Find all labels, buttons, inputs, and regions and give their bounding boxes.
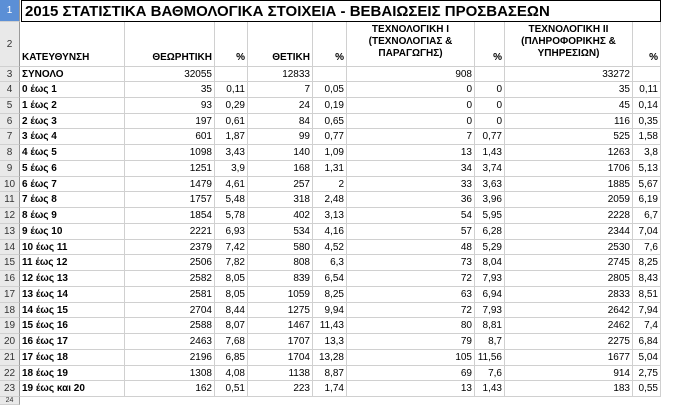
row-header[interactable]: 6 xyxy=(0,114,20,130)
table-row xyxy=(0,318,700,334)
category-cell[interactable]: 8 έως 9 xyxy=(20,208,125,224)
table-row xyxy=(0,208,700,224)
tech-1-cell[interactable]: 79 xyxy=(347,334,475,350)
tech-1-cell[interactable]: 72 xyxy=(347,303,475,319)
tech-1-cell[interactable]: 57 xyxy=(347,224,475,240)
header-pct-3[interactable] xyxy=(475,22,505,67)
header-pct-4-label: % xyxy=(649,52,658,63)
pct-2-cell[interactable]: 6,3 xyxy=(313,255,347,271)
pct-4-cell[interactable]: 5,13 xyxy=(633,161,661,177)
pct-3-cell[interactable]: 7,6 xyxy=(475,366,505,382)
pct-2-cell[interactable]: 0,19 xyxy=(313,98,347,114)
pct-1-cell[interactable]: 8,05 xyxy=(215,271,248,287)
positive-cell[interactable]: 318 xyxy=(248,192,313,208)
theoretical-cell[interactable]: 1308 xyxy=(125,366,215,382)
tech-1-cell[interactable]: 105 xyxy=(347,350,475,366)
category-cell[interactable]: 0 έως 1 xyxy=(20,82,125,98)
positive-cell[interactable]: 1707 xyxy=(248,334,313,350)
theoretical-cell[interactable]: 2221 xyxy=(125,224,215,240)
tech-1-cell[interactable]: 54 xyxy=(347,208,475,224)
positive-cell[interactable]: 257 xyxy=(248,177,313,193)
pct-1-cell[interactable]: 7,68 xyxy=(215,334,248,350)
row-24 xyxy=(0,397,700,405)
sheet-title[interactable]: 2015 ΣΤΑΤΙΣΤΙΚΑ ΒΑΘΜΟΛΟΓΙΚΑ ΣΤΟΙΧΕΙΑ - ΒΕΒΑΙΩΣΕΙΣ ΠΡΟΣΒΑΣΕΩΝ xyxy=(21,0,661,22)
header-category-label: ΚΑΤΕΥΘΥΝΣΗ xyxy=(22,52,90,63)
pct-1-cell[interactable]: 5,48 xyxy=(215,192,248,208)
pct-3-cell[interactable]: 3,74 xyxy=(475,161,505,177)
positive-cell[interactable]: 808 xyxy=(248,255,313,271)
tech-2-cell[interactable]: 1263 xyxy=(505,145,633,161)
pct-4-cell[interactable]: 5,67 xyxy=(633,177,661,193)
total-theoretical[interactable]: 32055 xyxy=(125,67,215,82)
pct-2-cell[interactable]: 1,31 xyxy=(313,161,347,177)
pct-4-cell[interactable]: 6,7 xyxy=(633,208,661,224)
pct-2-cell[interactable]: 13,28 xyxy=(313,350,347,366)
table-row xyxy=(0,177,700,193)
tech-1-cell[interactable]: 7 xyxy=(347,129,475,145)
positive-cell[interactable]: 1467 xyxy=(248,318,313,334)
table-row xyxy=(0,192,700,208)
category-cell[interactable]: 3 έως 4 xyxy=(20,129,125,145)
pct-4-cell[interactable]: 8,25 xyxy=(633,255,661,271)
row-2 xyxy=(0,22,700,67)
pct-2-cell[interactable]: 2 xyxy=(313,177,347,193)
tech-2-cell[interactable]: 116 xyxy=(505,114,633,130)
header-pct-3-label: % xyxy=(493,52,502,63)
row-header[interactable]: 18 xyxy=(0,303,20,319)
pct-3-cell[interactable]: 3,63 xyxy=(475,177,505,193)
pct-4-cell[interactable]: 7,94 xyxy=(633,303,661,319)
positive-cell[interactable]: 99 xyxy=(248,129,313,145)
category-cell[interactable]: 5 έως 6 xyxy=(20,161,125,177)
pct-2-cell[interactable]: 4,16 xyxy=(313,224,347,240)
row-header[interactable]: 14 xyxy=(0,240,20,256)
total-pct-4[interactable] xyxy=(633,67,661,82)
pct-1-cell[interactable]: 6,93 xyxy=(215,224,248,240)
theoretical-cell[interactable]: 2582 xyxy=(125,271,215,287)
pct-3-cell[interactable]: 0 xyxy=(475,82,505,98)
pct-3-cell[interactable]: 1,43 xyxy=(475,381,505,397)
table-row xyxy=(0,240,700,256)
tech-2-cell[interactable]: 1706 xyxy=(505,161,633,177)
pct-4-cell[interactable]: 0,11 xyxy=(633,82,661,98)
category-cell[interactable]: 18 έως 19 xyxy=(20,366,125,382)
positive-cell[interactable]: 223 xyxy=(248,381,313,397)
pct-3-cell[interactable]: 0,77 xyxy=(475,129,505,145)
pct-2-cell[interactable]: 0,65 xyxy=(313,114,347,130)
pct-4-cell[interactable]: 0,35 xyxy=(633,114,661,130)
table-row xyxy=(0,366,700,382)
pct-3-cell[interactable]: 1,43 xyxy=(475,145,505,161)
tech-2-cell[interactable]: 525 xyxy=(505,129,633,145)
pct-1-cell[interactable]: 8,44 xyxy=(215,303,248,319)
row-header-24[interactable]: 24 xyxy=(0,397,20,405)
theoretical-cell[interactable]: 2704 xyxy=(125,303,215,319)
header-tech-1[interactable]: ΤΕΧΝΟΛΟΓΙΚΗ Ι (ΤΕΧΝΟΛΟΓΙΑΣ & ΠΑΡΑΓΩΓΗΣ) xyxy=(347,22,475,67)
header-positive-label: ΘΕΤΙΚΗ xyxy=(272,52,310,63)
tech-1-cell[interactable]: 0 xyxy=(347,82,475,98)
positive-cell[interactable]: 580 xyxy=(248,240,313,256)
total-pct-2[interactable] xyxy=(313,67,347,82)
tech-2-cell[interactable]: 1885 xyxy=(505,177,633,193)
pct-1-cell[interactable]: 0,51 xyxy=(215,381,248,397)
pct-4-cell[interactable]: 1,58 xyxy=(633,129,661,145)
tech-2-cell[interactable]: 2805 xyxy=(505,271,633,287)
pct-3-cell[interactable]: 6,28 xyxy=(475,224,505,240)
pct-3-cell[interactable]: 5,95 xyxy=(475,208,505,224)
row-1 xyxy=(0,0,700,22)
pct-2-cell[interactable]: 9,94 xyxy=(313,303,347,319)
table-row xyxy=(0,161,700,177)
theoretical-cell[interactable]: 1854 xyxy=(125,208,215,224)
pct-1-cell[interactable]: 6,85 xyxy=(215,350,248,366)
tech-1-cell[interactable]: 36 xyxy=(347,192,475,208)
header-pct-4[interactable] xyxy=(633,22,661,67)
row-header[interactable]: 9 xyxy=(0,161,20,177)
pct-4-cell[interactable]: 5,04 xyxy=(633,350,661,366)
total-positive[interactable]: 12833 xyxy=(248,67,313,82)
category-cell[interactable]: 12 έως 13 xyxy=(20,271,125,287)
row-header[interactable]: 21 xyxy=(0,350,20,366)
positive-cell[interactable]: 1704 xyxy=(248,350,313,366)
theoretical-cell[interactable]: 93 xyxy=(125,98,215,114)
pct-2-cell[interactable]: 4,52 xyxy=(313,240,347,256)
category-cell[interactable]: 6 έως 7 xyxy=(20,177,125,193)
pct-4-cell[interactable]: 6,19 xyxy=(633,192,661,208)
category-cell[interactable]: 16 έως 17 xyxy=(20,334,125,350)
category-cell[interactable]: 14 έως 15 xyxy=(20,303,125,319)
tech-2-cell[interactable]: 2228 xyxy=(505,208,633,224)
tech-2-cell[interactable]: 2833 xyxy=(505,287,633,303)
table-row xyxy=(0,224,700,240)
category-cell[interactable]: 19 έως και 20 xyxy=(20,381,125,397)
header-pct-2[interactable] xyxy=(313,22,347,67)
pct-1-cell[interactable]: 3,43 xyxy=(215,145,248,161)
theoretical-cell[interactable]: 2379 xyxy=(125,240,215,256)
table-row xyxy=(0,129,700,145)
theoretical-cell[interactable]: 2196 xyxy=(125,350,215,366)
pct-3-cell[interactable]: 7,93 xyxy=(475,271,505,287)
positive-cell[interactable]: 1275 xyxy=(248,303,313,319)
theoretical-cell[interactable]: 162 xyxy=(125,381,215,397)
pct-2-cell[interactable]: 2,48 xyxy=(313,192,347,208)
total-tech-1[interactable]: 908 xyxy=(347,67,475,82)
pct-2-cell[interactable]: 0,05 xyxy=(313,82,347,98)
header-positive[interactable] xyxy=(248,22,313,67)
category-cell[interactable]: 2 έως 3 xyxy=(20,114,125,130)
tech-1-cell[interactable]: 13 xyxy=(347,145,475,161)
pct-3-cell[interactable]: 8,81 xyxy=(475,318,505,334)
positive-cell[interactable]: 140 xyxy=(248,145,313,161)
header-pct-2-label: % xyxy=(335,52,344,63)
table-row xyxy=(0,255,700,271)
row-header-2[interactable]: 2 xyxy=(0,22,20,67)
positive-cell[interactable]: 24 xyxy=(248,98,313,114)
pct-3-cell[interactable]: 0 xyxy=(475,98,505,114)
category-cell[interactable]: 1 έως 2 xyxy=(20,98,125,114)
pct-3-cell[interactable]: 8,04 xyxy=(475,255,505,271)
positive-cell[interactable]: 839 xyxy=(248,271,313,287)
category-cell[interactable]: 4 έως 5 xyxy=(20,145,125,161)
positive-cell[interactable]: 402 xyxy=(248,208,313,224)
header-theoretical-label: ΘΕΩΡΗΤΙΚΗ xyxy=(152,52,212,63)
table-row xyxy=(0,350,700,366)
row-header-1[interactable]: 1 xyxy=(0,0,20,22)
pct-3-cell[interactable]: 3,96 xyxy=(475,192,505,208)
pct-1-cell[interactable]: 7,82 xyxy=(215,255,248,271)
pct-2-cell[interactable]: 6,54 xyxy=(313,271,347,287)
category-cell[interactable]: 13 έως 14 xyxy=(20,287,125,303)
tech-2-cell[interactable]: 35 xyxy=(505,82,633,98)
tech-2-cell[interactable]: 45 xyxy=(505,98,633,114)
pct-4-cell[interactable]: 7,4 xyxy=(633,318,661,334)
tech-1-cell[interactable]: 0 xyxy=(347,98,475,114)
header-theoretical[interactable] xyxy=(125,22,215,67)
tech-2-cell[interactable]: 2642 xyxy=(505,303,633,319)
tech-2-cell[interactable]: 2745 xyxy=(505,255,633,271)
pct-2-cell[interactable]: 8,87 xyxy=(313,366,347,382)
pct-4-cell[interactable]: 0,55 xyxy=(633,381,661,397)
tech-1-cell[interactable]: 72 xyxy=(347,271,475,287)
total-tech-2[interactable]: 33272 xyxy=(505,67,633,82)
pct-1-cell[interactable]: 3,9 xyxy=(215,161,248,177)
pct-4-cell[interactable]: 6,84 xyxy=(633,334,661,350)
theoretical-cell[interactable]: 2588 xyxy=(125,318,215,334)
category-cell[interactable]: 11 έως 12 xyxy=(20,255,125,271)
row-header[interactable]: 8 xyxy=(0,145,20,161)
pct-1-cell[interactable]: 1,87 xyxy=(215,129,248,145)
tech-1-cell[interactable]: 48 xyxy=(347,240,475,256)
tech-1-cell[interactable]: 0 xyxy=(347,114,475,130)
pct-3-cell[interactable]: 0 xyxy=(475,114,505,130)
table-row xyxy=(0,98,700,114)
row-header[interactable]: 4 xyxy=(0,82,20,98)
table-row xyxy=(0,287,700,303)
total-label[interactable]: ΣΥΝΟΛΟ xyxy=(20,67,125,82)
positive-cell[interactable]: 1059 xyxy=(248,287,313,303)
theoretical-cell[interactable]: 2581 xyxy=(125,287,215,303)
tech-2-cell[interactable]: 914 xyxy=(505,366,633,382)
pct-4-cell[interactable]: 2,75 xyxy=(633,366,661,382)
pct-3-cell[interactable]: 11,56 xyxy=(475,350,505,366)
pct-2-cell[interactable]: 13,3 xyxy=(313,334,347,350)
pct-1-cell[interactable]: 7,42 xyxy=(215,240,248,256)
row-3 xyxy=(0,67,700,82)
pct-2-cell[interactable]: 3,13 xyxy=(313,208,347,224)
tech-1-cell[interactable]: 33 xyxy=(347,177,475,193)
row-header[interactable]: 19 xyxy=(0,318,20,334)
header-pct-1-label: % xyxy=(236,52,245,63)
total-pct-3[interactable] xyxy=(475,67,505,82)
pct-2-cell[interactable]: 11,43 xyxy=(313,318,347,334)
positive-cell[interactable]: 1138 xyxy=(248,366,313,382)
theoretical-cell[interactable]: 197 xyxy=(125,114,215,130)
theoretical-cell[interactable]: 1251 xyxy=(125,161,215,177)
total-pct-1[interactable] xyxy=(215,67,248,82)
theoretical-cell[interactable]: 1479 xyxy=(125,177,215,193)
row-header-3[interactable]: 3 xyxy=(0,67,20,82)
tech-1-cell[interactable]: 13 xyxy=(347,381,475,397)
category-cell[interactable]: 17 έως 18 xyxy=(20,350,125,366)
table-row xyxy=(0,271,700,287)
pct-1-cell[interactable]: 4,08 xyxy=(215,366,248,382)
pct-4-cell[interactable]: 8,51 xyxy=(633,287,661,303)
pct-1-cell[interactable]: 0,29 xyxy=(215,98,248,114)
row-header[interactable]: 23 xyxy=(0,381,20,397)
pct-1-cell[interactable]: 0,61 xyxy=(215,114,248,130)
tech-1-cell[interactable]: 69 xyxy=(347,366,475,382)
pct-1-cell[interactable]: 5,78 xyxy=(215,208,248,224)
table-row xyxy=(0,114,700,130)
pct-4-cell[interactable]: 8,43 xyxy=(633,271,661,287)
pct-1-cell[interactable]: 8,07 xyxy=(215,318,248,334)
row-header[interactable]: 10 xyxy=(0,177,20,193)
table-row xyxy=(0,82,700,98)
row-header[interactable]: 5 xyxy=(0,98,20,114)
row-header[interactable]: 11 xyxy=(0,192,20,208)
pct-2-cell[interactable]: 1,09 xyxy=(313,145,347,161)
theoretical-cell[interactable]: 35 xyxy=(125,82,215,98)
tech-1-cell[interactable]: 34 xyxy=(347,161,475,177)
tech-2-cell[interactable]: 183 xyxy=(505,381,633,397)
table-row xyxy=(0,303,700,319)
row-header[interactable]: 22 xyxy=(0,366,20,382)
pct-1-cell[interactable]: 4,61 xyxy=(215,177,248,193)
positive-cell[interactable]: 534 xyxy=(248,224,313,240)
header-tech-2[interactable]: ΤΕΧΝΟΛΟΓΙΚΗ ΙΙ (ΠΛΗΡΟΦΟΡΙΚΗΣ & ΥΠΗΡΕΣΙΩΝ) xyxy=(505,22,633,67)
tech-1-cell[interactable]: 73 xyxy=(347,255,475,271)
pct-4-cell[interactable]: 7,04 xyxy=(633,224,661,240)
category-cell[interactable]: 7 έως 8 xyxy=(20,192,125,208)
pct-3-cell[interactable]: 6,94 xyxy=(475,287,505,303)
pct-2-cell[interactable]: 1,74 xyxy=(313,381,347,397)
pct-2-cell[interactable]: 8,25 xyxy=(313,287,347,303)
pct-4-cell[interactable]: 7,6 xyxy=(633,240,661,256)
table-row xyxy=(0,145,700,161)
pct-4-cell[interactable]: 0,14 xyxy=(633,98,661,114)
tech-2-cell[interactable]: 2059 xyxy=(505,192,633,208)
tech-2-cell[interactable]: 2530 xyxy=(505,240,633,256)
row-header[interactable]: 20 xyxy=(0,334,20,350)
tech-2-cell[interactable]: 1677 xyxy=(505,350,633,366)
table-row xyxy=(0,334,700,350)
pct-2-cell[interactable]: 0,77 xyxy=(313,129,347,145)
table-row xyxy=(0,381,700,397)
tech-2-cell[interactable]: 2344 xyxy=(505,224,633,240)
category-cell[interactable]: 15 έως 16 xyxy=(20,318,125,334)
category-cell[interactable]: 10 έως 11 xyxy=(20,240,125,256)
tech-1-cell[interactable]: 80 xyxy=(347,318,475,334)
theoretical-cell[interactable]: 1757 xyxy=(125,192,215,208)
theoretical-cell[interactable]: 2506 xyxy=(125,255,215,271)
pct-1-cell[interactable]: 0,11 xyxy=(215,82,248,98)
row-header[interactable]: 17 xyxy=(0,287,20,303)
theoretical-cell[interactable]: 2463 xyxy=(125,334,215,350)
header-category[interactable] xyxy=(20,22,125,67)
row-header[interactable]: 7 xyxy=(0,129,20,145)
pct-4-cell[interactable]: 3,8 xyxy=(633,145,661,161)
theoretical-cell[interactable]: 1098 xyxy=(125,145,215,161)
tech-1-cell[interactable]: 63 xyxy=(347,287,475,303)
row-header[interactable]: 13 xyxy=(0,224,20,240)
positive-cell[interactable]: 168 xyxy=(248,161,313,177)
positive-cell[interactable]: 84 xyxy=(248,114,313,130)
row-header[interactable]: 16 xyxy=(0,271,20,287)
tech-2-cell[interactable]: 2462 xyxy=(505,318,633,334)
tech-2-cell[interactable]: 2275 xyxy=(505,334,633,350)
pct-3-cell[interactable]: 5,29 xyxy=(475,240,505,256)
pct-1-cell[interactable]: 8,05 xyxy=(215,287,248,303)
row-header[interactable]: 15 xyxy=(0,255,20,271)
pct-3-cell[interactable]: 8,7 xyxy=(475,334,505,350)
positive-cell[interactable]: 7 xyxy=(248,82,313,98)
row-header[interactable]: 12 xyxy=(0,208,20,224)
theoretical-cell[interactable]: 601 xyxy=(125,129,215,145)
category-cell[interactable]: 9 έως 10 xyxy=(20,224,125,240)
header-pct-1[interactable] xyxy=(215,22,248,67)
pct-3-cell[interactable]: 7,93 xyxy=(475,303,505,319)
